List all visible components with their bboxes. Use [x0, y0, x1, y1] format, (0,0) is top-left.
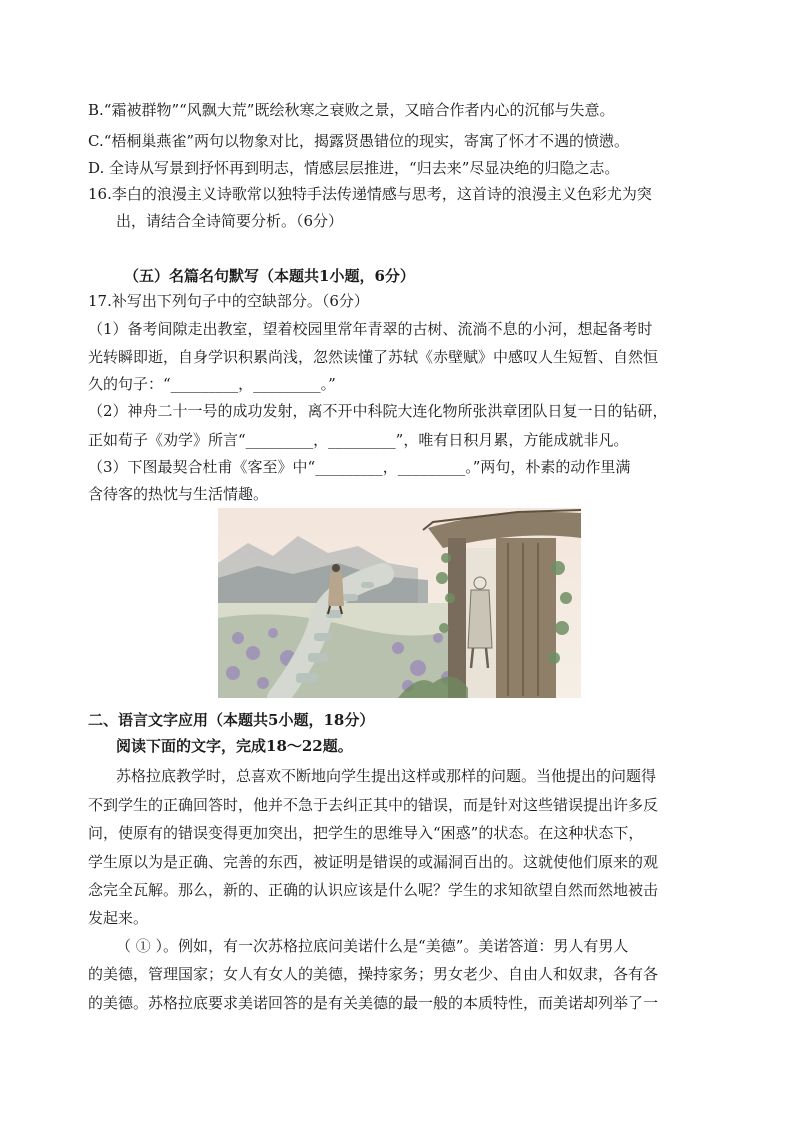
ink-painting-illustration	[218, 508, 581, 698]
q17-part2-line-2: 正如荀子《劝学》所言“_________，_________”，唯有日积月累，方能成就非凡。	[88, 431, 629, 449]
question-16-line-2: 出，请结合全诗简要分析。（6分）	[116, 212, 344, 230]
q17-part2-line-1: （2）神舟二十一号的成功发射，离不开中科院大连化物所张洪章团队日复一日的钻研，	[88, 402, 668, 420]
ink-painting-svg	[218, 508, 581, 698]
option-c: C.“梧桐巢燕雀”两句以物象对比，揭露贤愚错位的现实，寄寓了怀才不遇的愤懑。	[88, 132, 630, 150]
passage-p1-line-6: 发起来。	[88, 909, 149, 927]
question-17: 17.补写出下列句子中的空缺部分。（6分）	[88, 292, 369, 310]
reading-instruction: 阅读下面的文字，完成18～22题。	[116, 737, 353, 755]
q17-part1-line-2: 光转瞬即逝，自身学识积累尚浅，忽然读懂了苏轼《赤壁赋》中感叹人生短暂、自然恒	[88, 348, 659, 366]
passage-p2-line-3: 的美德。苏格拉底要求美诺回答的是有关美德的最一般的本质特性，而美诺却列举了一	[88, 994, 659, 1012]
q17-part1-line-3: 久的句子：“_________，_________。”	[88, 375, 336, 393]
passage-p1-line-3: 问，使原有的错误变得更加突出，把学生的思维导入“困惑”的状态。在这种状态下，	[88, 824, 644, 842]
section-heading-5: （五）名篇名句默写（本题共1小题，6分）	[124, 267, 415, 285]
passage-p1-line-5: 念完全瓦解。那么，新的、正确的认识应该是什么呢？学生的求知欲望自然而然地被击	[88, 881, 659, 899]
passage-p1-line-2: 不到学生的正确回答时，他并不急于去纠正其中的错误，而是针对这些错误提出许多反	[88, 796, 659, 814]
question-16-line-1: 16.李白的浪漫主义诗歌常以独特手法传递情感与思考，这首诗的浪漫主义色彩尤为突	[88, 185, 652, 203]
option-d: D. 全诗从写景到抒怀再到明志，情感层层推进，“归去来”尽显决绝的归隐之志。	[88, 159, 620, 177]
passage-p2-line-2: 的美德，管理国家；女人有女人的美德，操持家务；男女老少、自由人和奴隶，各有各	[88, 965, 659, 983]
q17-part3-line-1: （3）下图最契合杜甫《客至》中“_________，_________。”两句，朴素的动作里满	[88, 458, 631, 476]
option-b: B.“霜被群物”“风飘大荒”既绘秋寒之衰败之景，又暗合作者内心的沉郁与失意。	[88, 101, 615, 119]
q17-part1-line-1: （1）备考间隙走出教室，望着校园里常年青翠的古树、流淌不息的小河，想起备考时	[88, 320, 653, 338]
passage-p2-line-1: （ ① ）。例如，有一次苏格拉底问美诺什么是“美德”。美诺答道：男人有男人	[116, 937, 629, 955]
passage-p1-line-1: 苏格拉底教学时，总喜欢不断地向学生提出这样或那样的问题。当他提出的问题得	[116, 767, 657, 785]
passage-p1-line-4: 学生原以为是正确、完善的东西，被证明是错误的或漏洞百出的。这就使他们原来的观	[88, 853, 659, 871]
q17-part3-line-2: 含待客的热忱与生活情趣。	[88, 485, 269, 503]
section-heading-2: 二、语言文字应用（本题共5小题，18分）	[88, 711, 375, 729]
